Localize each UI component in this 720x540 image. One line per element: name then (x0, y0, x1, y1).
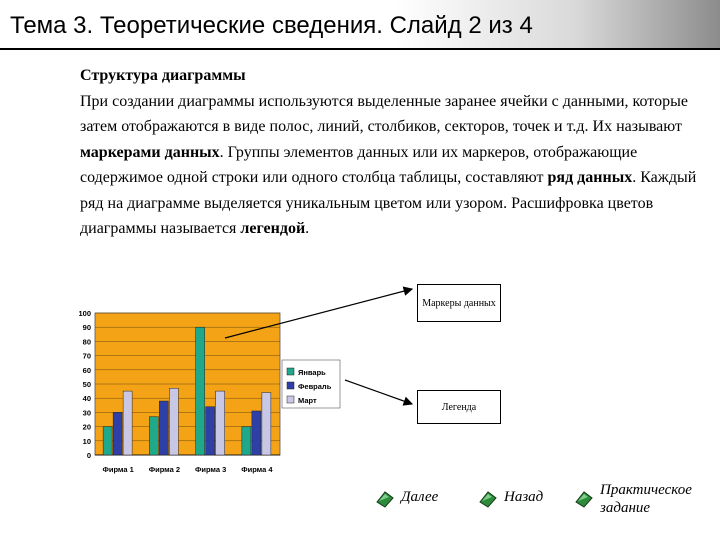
term-data-markers: маркерами данных (80, 143, 220, 161)
body-text-part-3: . Каждый ряд на диаграмме выделяется уникальным цветом или узором. Расшифровка цветов диаграммы называется (80, 169, 697, 237)
back-button[interactable] (478, 489, 543, 508)
body-text-part-4: . (305, 220, 310, 237)
y-tick-label: 70 (82, 351, 91, 361)
next-button[interactable] (375, 489, 438, 508)
practice-task-button[interactable] (574, 481, 692, 517)
term-data-series: ряд данных (547, 169, 633, 186)
back-button-label: Назад (504, 489, 544, 505)
markers-callout-label: Маркеры данных (422, 297, 496, 309)
markers-callout-box (417, 284, 501, 322)
legend-callout-label: Легенда (441, 401, 477, 413)
legend-entry-label: Февраль (298, 382, 332, 391)
section-heading: Структура диаграммы (80, 67, 246, 84)
y-tick-label: 60 (82, 365, 91, 375)
x-tick-label: Фирма 3 (194, 465, 227, 474)
bullet-icon (478, 490, 498, 508)
x-tick-label: Фирма 4 (241, 465, 273, 474)
bullet-icon (574, 490, 594, 508)
y-tick-label: 90 (82, 323, 91, 333)
term-legend: легендой (240, 220, 306, 237)
practice-label-line-1: Практическое (600, 482, 692, 498)
x-tick-label: Фирма 1 (102, 465, 134, 474)
practice-label-line-2: задание (600, 500, 651, 516)
y-tick-label: 80 (82, 337, 91, 347)
legend-callout-arrow (345, 380, 412, 404)
next-button-label: Далее (401, 489, 439, 505)
markers-callout-arrow (225, 289, 412, 338)
legend-callout-box (417, 390, 501, 424)
y-tick-label: 50 (82, 380, 91, 389)
practice-task-button-label (600, 481, 692, 517)
body-text-part-1: При создании диаграммы используются выделенные заранее ячейки с данными, которые затем отображаются в виде полос, линий, столбиков, секторов, точек и т.д. Их называют (80, 92, 688, 135)
y-tick-label: 0 (86, 451, 91, 460)
y-tick-label: 20 (82, 422, 91, 432)
y-tick-label: 30 (82, 408, 91, 418)
y-tick-label: 100 (78, 309, 91, 318)
y-tick-label: 10 (82, 436, 91, 446)
legend-entry-label: Январь (298, 368, 326, 377)
body-text-part-2: . Группы элементов данных или их маркеров, отображающие содержимое одной строки или одного столбца таблицы, составляют (80, 143, 638, 186)
y-tick-label: 40 (82, 394, 91, 404)
slide-title: Тема 3. Теоретические сведения. Слайд 2 из 4 (10, 12, 533, 39)
legend-entry-label: Март (298, 396, 317, 405)
bullet-icon (375, 490, 395, 508)
x-tick-label: Фирма 2 (148, 465, 181, 474)
